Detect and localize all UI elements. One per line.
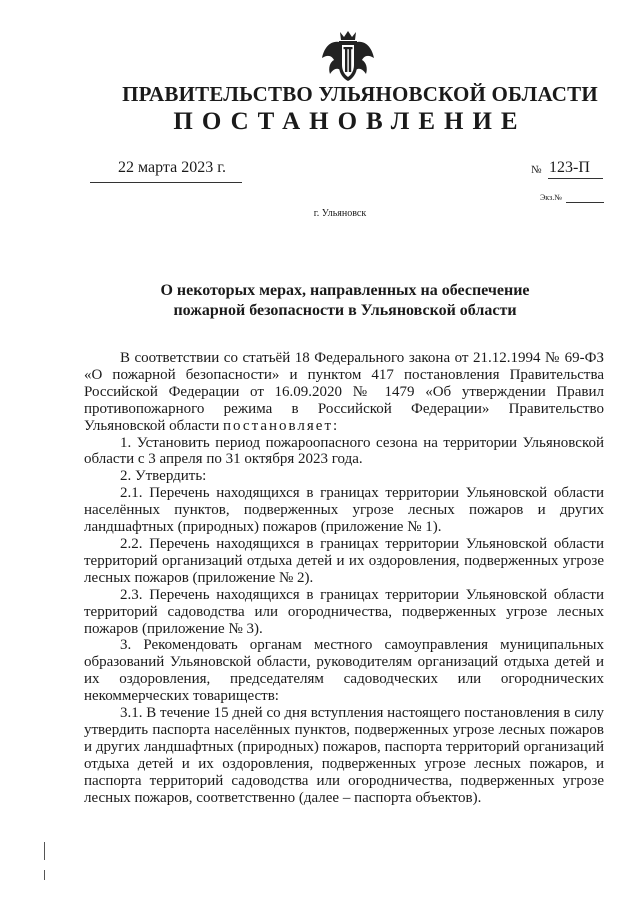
title-line-2: пожарной безопасности в Ульяновской области [173, 302, 517, 319]
intro-colon: : [333, 417, 338, 434]
intro-paragraph [84, 350, 604, 435]
number-underline [548, 178, 603, 179]
paragraph-2-2: 2.2. Перечень находящихся в границах территории Ульяновской области территорий организаций отдыха детей и их оздоровления, подверженных угрозе лесных пожаров (приложение № 2). [84, 535, 604, 586]
paragraph-2-3: 2.3. Перечень находящихся в границах территории Ульяновской области территорий садоводства или огородничества, подверженных угрозе лесных пожаров (приложение № 3). [84, 586, 604, 637]
margin-mark [44, 870, 45, 880]
document-title [0, 281, 640, 321]
document-date: 22 марта 2023 г. [118, 159, 226, 176]
paragraph-3-1: 3.1. В течение 15 дней со дня вступления настоящего постановления в силу утвердить паспорта населённых пунктов, подверженных угрозе лесных пожаров и других ландшафтных (природных) пожаров, паспорта территорий организаций отдыха детей и их оздоровления, подверженных угрозе лесных пожаров, и паспорта территорий садоводства или огородничества, подверженных угрозе лесных пожаров, соответственно (далее – паспорта объектов). [84, 705, 604, 806]
paragraph-2: 2. Утвердить: [120, 468, 207, 485]
paragraph-3: 3. Рекомендовать органам местного самоуправления муниципальных образований Ульяновской области, руководителям организаций отдыха детей и их оздоровления, председателям садоводческих или огороднических некоммерческих товариществ: [84, 637, 604, 705]
document-number: 123-П [549, 159, 590, 176]
document-type: ПОСТАНОВЛЕНИЕ [173, 108, 527, 135]
copy-number-underline [566, 202, 604, 203]
number-label: № [531, 164, 542, 176]
document-body [84, 350, 604, 806]
government-title: ПРАВИТЕЛЬСТВО УЛЬЯНОВСКОЙ ОБЛАСТИ [122, 82, 598, 106]
decree-word: постановляет [223, 417, 333, 434]
coat-of-arms-icon [318, 28, 378, 84]
city-name: г. Ульяновск [313, 208, 367, 219]
title-line-1: О некоторых мерах, направленных на обеспечение [160, 282, 530, 299]
intro-text: В соответствии со статьёй 18 Федерального закона от 21.12.1994 № 69-ФЗ «О пожарной безопасности» и пунктом 417 постановления Правительства Российской Федерации от 16.09.2020 № 1479 «Об утверждении Правил противопожарного режима в Российской Федерации» Правительство Ульяновской области [84, 350, 604, 434]
margin-mark [44, 842, 45, 860]
paragraph-1: 1. Установить период пожароопасного сезона на территории Ульяновской области с 3 апреля по 31 октября 2023 года. [84, 434, 604, 468]
paragraph-2-1: 2.1. Перечень находящихся в границах территории Ульяновской области населённых пунктов, подверженных угрозе лесных пожаров и других ландшафтных (природных) пожаров (приложение № 1). [84, 485, 604, 536]
date-underline [90, 182, 242, 183]
copy-number-label: Экз.№ [540, 193, 562, 202]
